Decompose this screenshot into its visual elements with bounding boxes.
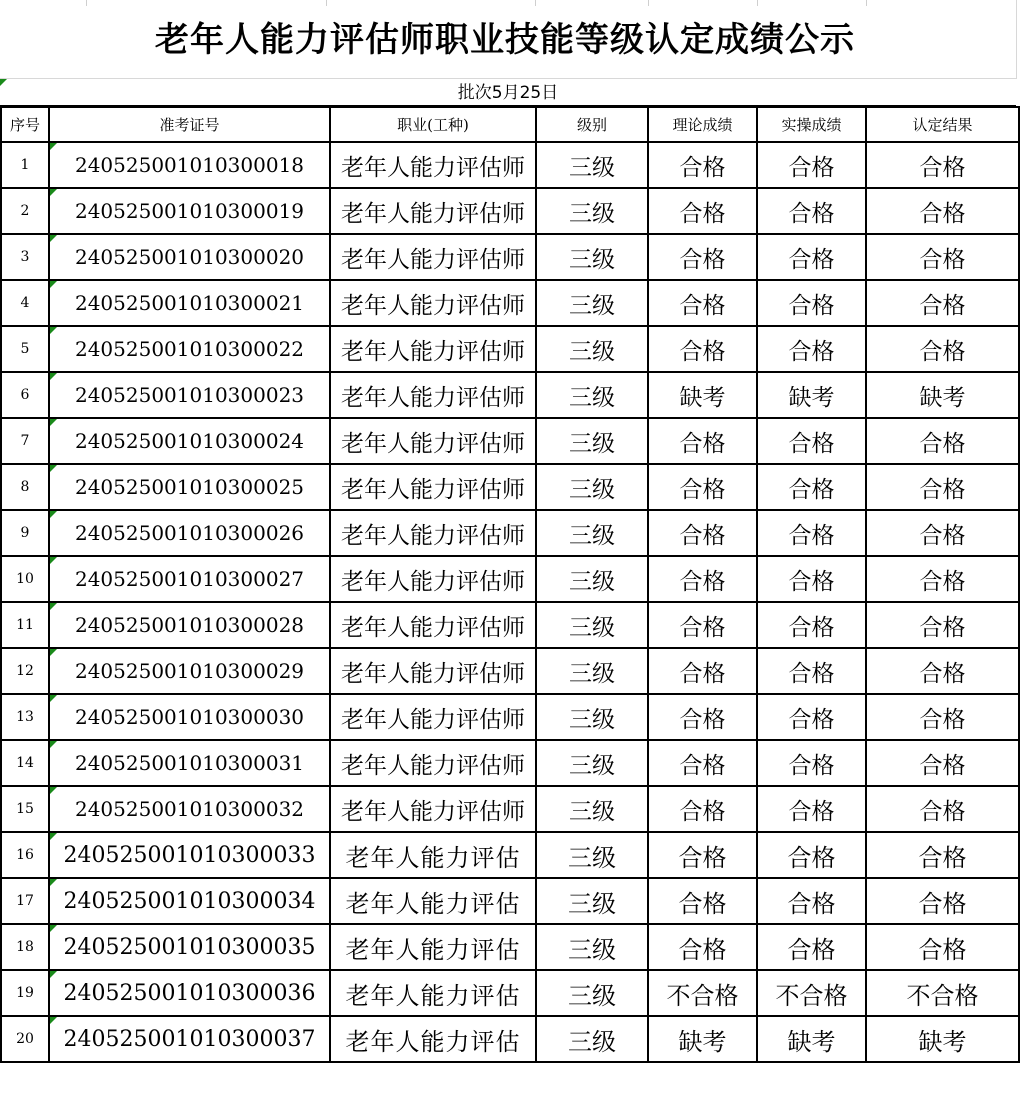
- row-index[interactable]: 10: [1, 556, 49, 602]
- row-index[interactable]: 8: [1, 464, 49, 510]
- level-cell[interactable]: 三级: [536, 280, 648, 326]
- ticket-number[interactable]: [49, 464, 330, 510]
- row-index[interactable]: 5: [1, 326, 49, 372]
- practice-score[interactable]: 合格: [757, 142, 866, 188]
- row-index[interactable]: 12: [1, 648, 49, 694]
- practice-score[interactable]: 缺考: [757, 372, 866, 418]
- ticket-text: 240525001010300018: [74, 153, 305, 177]
- comment-marker-icon: [50, 741, 57, 748]
- table-row: [1, 1016, 1019, 1062]
- table-row: [1, 188, 1019, 234]
- table-row: [1, 556, 1019, 602]
- table-row: [1, 234, 1019, 280]
- table-row: [1, 464, 1019, 510]
- comment-marker-icon: [50, 143, 57, 150]
- theory-score[interactable]: 合格: [648, 326, 757, 372]
- level-cell[interactable]: 三级: [536, 602, 648, 648]
- level-cell[interactable]: 三级: [536, 924, 648, 970]
- occupation-cell[interactable]: 老年人能力评估师: [330, 418, 536, 464]
- level-cell[interactable]: 三级: [536, 648, 648, 694]
- comment-marker-icon: [50, 419, 57, 426]
- occupation-cell[interactable]: 老年人能力评估师: [330, 740, 536, 786]
- theory-score[interactable]: 合格: [648, 832, 757, 878]
- level-cell[interactable]: 三级: [536, 694, 648, 740]
- ticket-number[interactable]: [49, 234, 330, 280]
- ticket-number[interactable]: [49, 510, 330, 556]
- comment-marker-icon: [50, 603, 57, 610]
- row-index[interactable]: 7: [1, 418, 49, 464]
- theory-score[interactable]: 合格: [648, 142, 757, 188]
- theory-score[interactable]: 合格: [648, 786, 757, 832]
- certification-result[interactable]: 合格: [866, 786, 1019, 832]
- occupation-cell[interactable]: 老年人能力评估师: [330, 510, 536, 556]
- occupation-cell[interactable]: 老年人能力评估师: [330, 234, 536, 280]
- practice-score[interactable]: 缺考: [757, 1016, 866, 1062]
- theory-score[interactable]: 合格: [648, 510, 757, 556]
- table-row: [1, 602, 1019, 648]
- ticket-text: 240525001010300024: [74, 429, 305, 453]
- ticket-text: 240525001010300031: [74, 751, 305, 775]
- level-cell[interactable]: 三级: [536, 970, 648, 1016]
- certification-result[interactable]: 合格: [866, 878, 1019, 924]
- row-index[interactable]: 9: [1, 510, 49, 556]
- certification-result[interactable]: 合格: [866, 464, 1019, 510]
- ticket-text: 240525001010300036: [63, 980, 316, 1006]
- level-cell[interactable]: 三级: [536, 1016, 648, 1062]
- table-row: [1, 832, 1019, 878]
- table-row: [1, 694, 1019, 740]
- ticket-number[interactable]: [49, 694, 330, 740]
- ticket-text: 240525001010300034: [63, 888, 316, 914]
- table-row: [1, 878, 1019, 924]
- header-row: [1, 107, 1019, 142]
- ticket-text: 240525001010300030: [74, 705, 305, 729]
- ticket-text: 240525001010300026: [74, 521, 305, 545]
- comment-marker-icon: [50, 557, 57, 564]
- ticket-number[interactable]: [49, 602, 330, 648]
- theory-score[interactable]: 合格: [648, 464, 757, 510]
- gridline: [757, 0, 758, 6]
- ticket-number[interactable]: [49, 878, 330, 924]
- table-row: [1, 970, 1019, 1016]
- row-index[interactable]: 2: [1, 188, 49, 234]
- theory-score[interactable]: 合格: [648, 602, 757, 648]
- row-index[interactable]: 1: [1, 142, 49, 188]
- theory-score[interactable]: 合格: [648, 694, 757, 740]
- theory-score[interactable]: 合格: [648, 924, 757, 970]
- theory-score[interactable]: 缺考: [648, 1016, 757, 1062]
- results-table: [0, 106, 1020, 1063]
- comment-marker-icon: [50, 1017, 57, 1024]
- ticket-text: 240525001010300021: [74, 291, 305, 315]
- table-row: [1, 510, 1019, 556]
- row-index[interactable]: 4: [1, 280, 49, 326]
- ticket-number[interactable]: [49, 372, 330, 418]
- table-row: [1, 924, 1019, 970]
- table-row: [1, 418, 1019, 464]
- table-row: [1, 372, 1019, 418]
- ticket-number[interactable]: [49, 418, 330, 464]
- ticket-number[interactable]: [49, 1016, 330, 1062]
- ticket-text: 240525001010300037: [63, 1026, 316, 1052]
- gridline: [326, 0, 327, 6]
- comment-marker-icon: [50, 925, 57, 932]
- table-row: [1, 648, 1019, 694]
- practice-score[interactable]: 合格: [757, 326, 866, 372]
- certification-result[interactable]: 缺考: [866, 1016, 1019, 1062]
- certification-result[interactable]: 合格: [866, 602, 1019, 648]
- occupation-cell[interactable]: 老年人能力评估师: [330, 694, 536, 740]
- ticket-number[interactable]: [49, 556, 330, 602]
- occupation-cell[interactable]: 老年人能力评估师: [330, 280, 536, 326]
- certification-result[interactable]: 不合格: [866, 970, 1019, 1016]
- certification-result[interactable]: 合格: [866, 188, 1019, 234]
- practice-score[interactable]: 合格: [757, 280, 866, 326]
- practice-score[interactable]: 合格: [757, 556, 866, 602]
- ticket-number[interactable]: [49, 188, 330, 234]
- ticket-number[interactable]: [49, 786, 330, 832]
- comment-marker-icon: [50, 235, 57, 242]
- theory-score[interactable]: 合格: [648, 740, 757, 786]
- row-index[interactable]: 6: [1, 372, 49, 418]
- batch-label: 批次5月25日: [457, 83, 559, 103]
- comment-marker-icon: [50, 879, 57, 886]
- row-index[interactable]: 17: [1, 878, 49, 924]
- occupation-cell[interactable]: 老年人能力评估: [330, 878, 536, 924]
- ticket-number[interactable]: [49, 832, 330, 878]
- level-cell[interactable]: 三级: [536, 418, 648, 464]
- comment-marker-icon: [50, 327, 57, 334]
- occupation-cell[interactable]: 老年人能力评估师: [330, 556, 536, 602]
- practice-score[interactable]: 合格: [757, 786, 866, 832]
- ticket-number[interactable]: [49, 924, 330, 970]
- practice-score[interactable]: 合格: [757, 234, 866, 280]
- table-row: [1, 142, 1019, 188]
- practice-score[interactable]: 合格: [757, 602, 866, 648]
- header-practice[interactable]: 实操成绩: [757, 107, 866, 142]
- comment-marker-icon: [50, 373, 57, 380]
- occupation-cell[interactable]: 老年人能力评估: [330, 924, 536, 970]
- certification-result[interactable]: 合格: [866, 234, 1019, 280]
- ticket-text: 240525001010300025: [74, 475, 305, 499]
- row-index[interactable]: 20: [1, 1016, 49, 1062]
- comment-marker-icon: [50, 971, 57, 978]
- ticket-text: 240525001010300032: [74, 797, 305, 821]
- certification-result[interactable]: 合格: [866, 694, 1019, 740]
- level-cell[interactable]: 三级: [536, 510, 648, 556]
- occupation-cell[interactable]: 老年人能力评估师: [330, 326, 536, 372]
- level-cell[interactable]: 三级: [536, 832, 648, 878]
- theory-score[interactable]: 不合格: [648, 970, 757, 1016]
- level-cell[interactable]: 三级: [536, 372, 648, 418]
- practice-score[interactable]: 合格: [757, 418, 866, 464]
- practice-score[interactable]: 合格: [757, 740, 866, 786]
- occupation-cell[interactable]: 老年人能力评估: [330, 1016, 536, 1062]
- certification-result[interactable]: 合格: [866, 556, 1019, 602]
- ticket-number[interactable]: [49, 280, 330, 326]
- occupation-cell[interactable]: 老年人能力评估师: [330, 602, 536, 648]
- practice-score[interactable]: 合格: [757, 464, 866, 510]
- theory-score[interactable]: 合格: [648, 556, 757, 602]
- theory-score[interactable]: 合格: [648, 280, 757, 326]
- table-row: [1, 740, 1019, 786]
- header-ticket[interactable]: 准考证号: [49, 107, 330, 142]
- gridline: [648, 0, 649, 6]
- header-result[interactable]: 认定结果: [866, 107, 1019, 142]
- comment-marker-icon: [50, 465, 57, 472]
- ticket-text: 240525001010300022: [74, 337, 305, 361]
- row-index[interactable]: 16: [1, 832, 49, 878]
- row-index[interactable]: 18: [1, 924, 49, 970]
- ticket-text: 240525001010300028: [74, 613, 305, 637]
- occupation-cell[interactable]: 老年人能力评估师: [330, 648, 536, 694]
- certification-result[interactable]: 合格: [866, 280, 1019, 326]
- header-level[interactable]: 级别: [536, 107, 648, 142]
- ticket-text: 240525001010300033: [63, 842, 316, 868]
- practice-score[interactable]: 合格: [757, 510, 866, 556]
- comment-marker-icon: [50, 833, 57, 840]
- ticket-text: 240525001010300035: [63, 934, 316, 960]
- level-cell[interactable]: 三级: [536, 786, 648, 832]
- ticket-number[interactable]: [49, 142, 330, 188]
- gridline: [86, 0, 87, 6]
- certification-result[interactable]: 合格: [866, 326, 1019, 372]
- level-cell[interactable]: 三级: [536, 234, 648, 280]
- certification-result[interactable]: 合格: [866, 142, 1019, 188]
- page-title: 老年人能力评估师职业技能等级认定成绩公示: [155, 20, 855, 60]
- table-row: [1, 280, 1019, 326]
- batch-cell[interactable]: [0, 79, 1016, 107]
- comment-marker-icon: [50, 695, 57, 702]
- ticket-text: 240525001010300019: [74, 199, 305, 223]
- comment-marker-icon: [50, 511, 57, 518]
- header-occupation[interactable]: 职业(工种): [330, 107, 536, 142]
- row-index[interactable]: 13: [1, 694, 49, 740]
- row-index[interactable]: 3: [1, 234, 49, 280]
- row-index[interactable]: 11: [1, 602, 49, 648]
- comment-marker-icon: [50, 189, 57, 196]
- level-cell[interactable]: 三级: [536, 326, 648, 372]
- level-cell[interactable]: 三级: [536, 556, 648, 602]
- level-cell[interactable]: 三级: [536, 878, 648, 924]
- occupation-cell[interactable]: 老年人能力评估: [330, 832, 536, 878]
- occupation-cell[interactable]: 老年人能力评估师: [330, 372, 536, 418]
- certification-result[interactable]: 合格: [866, 418, 1019, 464]
- ticket-number[interactable]: [49, 970, 330, 1016]
- level-cell[interactable]: 三级: [536, 464, 648, 510]
- occupation-cell[interactable]: 老年人能力评估师: [330, 188, 536, 234]
- certification-result[interactable]: 缺考: [866, 372, 1019, 418]
- certification-result[interactable]: 合格: [866, 648, 1019, 694]
- ticket-text: 240525001010300029: [74, 659, 305, 683]
- ticket-number[interactable]: [49, 648, 330, 694]
- table-row: [1, 326, 1019, 372]
- gridline: [535, 0, 536, 6]
- practice-score[interactable]: 合格: [757, 188, 866, 234]
- ticket-number[interactable]: [49, 740, 330, 786]
- occupation-cell[interactable]: 老年人能力评估师: [330, 786, 536, 832]
- table-row: [1, 786, 1019, 832]
- ticket-text: 240525001010300027: [74, 567, 305, 591]
- header-index[interactable]: 序号: [1, 107, 49, 142]
- comment-marker-icon: [50, 787, 57, 794]
- ticket-text: 240525001010300020: [74, 245, 305, 269]
- theory-score[interactable]: 合格: [648, 878, 757, 924]
- level-cell[interactable]: 三级: [536, 188, 648, 234]
- row-index[interactable]: 14: [1, 740, 49, 786]
- comment-marker-icon: [50, 281, 57, 288]
- practice-score[interactable]: 不合格: [757, 970, 866, 1016]
- level-cell[interactable]: 三级: [536, 142, 648, 188]
- theory-score[interactable]: 合格: [648, 418, 757, 464]
- certification-result[interactable]: 合格: [866, 510, 1019, 556]
- theory-score[interactable]: 合格: [648, 648, 757, 694]
- row-index[interactable]: 19: [1, 970, 49, 1016]
- practice-score[interactable]: 合格: [757, 924, 866, 970]
- ticket-number[interactable]: [49, 326, 330, 372]
- practice-score[interactable]: 合格: [757, 694, 866, 740]
- theory-score[interactable]: 缺考: [648, 372, 757, 418]
- header-theory[interactable]: 理论成绩: [648, 107, 757, 142]
- occupation-cell[interactable]: 老年人能力评估: [330, 970, 536, 1016]
- comment-marker-icon: [50, 649, 57, 656]
- occupation-cell[interactable]: 老年人能力评估师: [330, 464, 536, 510]
- occupation-cell[interactable]: 老年人能力评估师: [330, 142, 536, 188]
- row-index[interactable]: 15: [1, 786, 49, 832]
- practice-score[interactable]: 合格: [757, 648, 866, 694]
- level-cell[interactable]: 三级: [536, 740, 648, 786]
- comment-marker-icon: [0, 79, 7, 86]
- practice-score[interactable]: 合格: [757, 878, 866, 924]
- gridline: [866, 0, 867, 6]
- practice-score[interactable]: 合格: [757, 832, 866, 878]
- title-cell[interactable]: [0, 0, 1017, 79]
- theory-score[interactable]: 合格: [648, 234, 757, 280]
- certification-result[interactable]: 合格: [866, 740, 1019, 786]
- certification-result[interactable]: 合格: [866, 924, 1019, 970]
- theory-score[interactable]: 合格: [648, 188, 757, 234]
- certification-result[interactable]: 合格: [866, 832, 1019, 878]
- ticket-text: 240525001010300023: [74, 383, 305, 407]
